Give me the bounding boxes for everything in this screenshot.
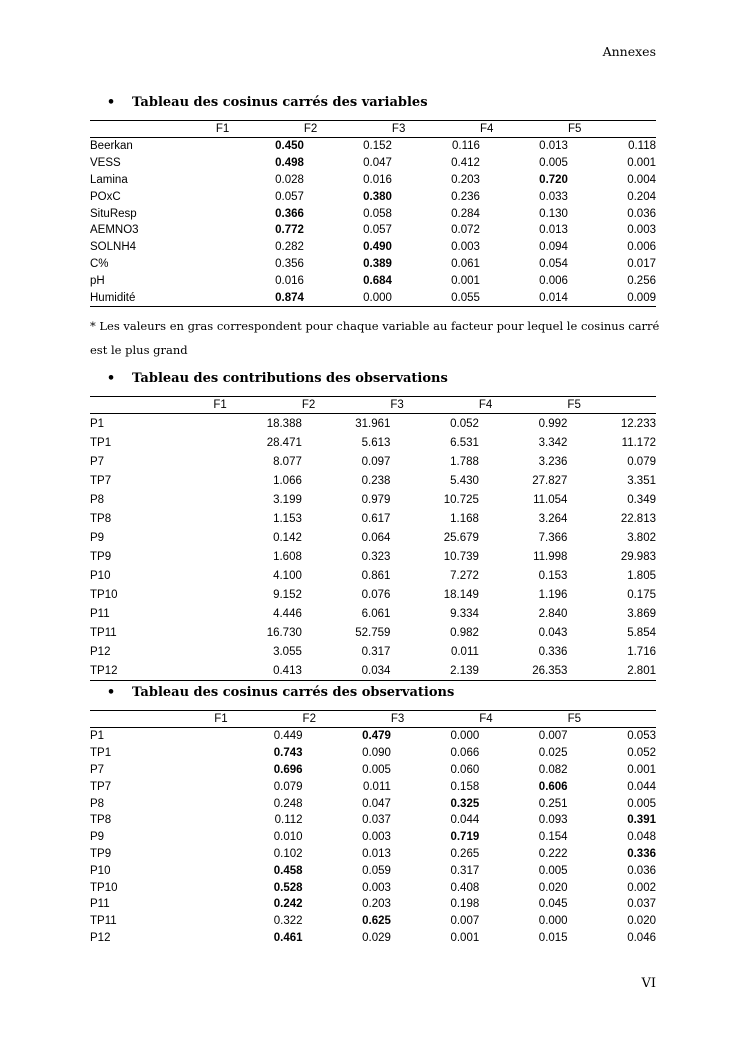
table-row — [90, 728, 656, 745]
table-row — [90, 155, 656, 172]
table-cell: 11.054 — [533, 493, 568, 506]
table-row — [90, 829, 656, 846]
row-label: TP11 — [90, 626, 117, 639]
table-cell: 11.172 — [621, 436, 656, 449]
table-cell: 0.047 — [363, 157, 392, 170]
table-cell: 0.046 — [627, 931, 656, 944]
row-label: P7 — [90, 763, 105, 776]
table-row — [90, 509, 656, 528]
row-label: TP11 — [90, 915, 117, 928]
row-label: P8 — [90, 797, 105, 810]
table-row — [90, 289, 656, 306]
table-cell: 7.272 — [450, 569, 479, 582]
table-cell: 0.248 — [273, 797, 303, 810]
table-cell: 0.082 — [538, 763, 568, 776]
table-variables-cos2 — [90, 120, 656, 307]
table-cell: 0.979 — [361, 493, 391, 506]
column-header-f4: F4 — [478, 399, 493, 411]
table-cell: 0.265 — [450, 847, 480, 860]
table-cell: 1.716 — [627, 645, 656, 658]
table3-title: Tableau des cosinus carrés des observations — [132, 684, 455, 700]
table-cell: 0.198 — [450, 898, 480, 911]
table-cell: 29.983 — [620, 550, 656, 563]
table-cell: 0.059 — [362, 864, 391, 877]
column-header-f2: F2 — [303, 123, 318, 135]
header-row — [90, 121, 656, 138]
table-cell: 0.498 — [275, 157, 304, 170]
section-variables-cos2 — [90, 93, 656, 307]
table-cell: 1.153 — [273, 512, 302, 525]
table-cell: 0.102 — [273, 847, 303, 860]
table-row — [90, 222, 656, 239]
table-cell: 0.175 — [627, 588, 656, 601]
row-label: P10 — [90, 569, 111, 582]
column-header-f3: F3 — [391, 123, 406, 135]
table-cell: 0.010 — [273, 831, 303, 844]
table-cell: 0.094 — [539, 241, 568, 254]
table-cell: 0.336 — [627, 847, 656, 860]
row-label: TP7 — [90, 780, 112, 793]
table-cell: 10.725 — [443, 493, 479, 506]
table-cell: 0.992 — [538, 417, 568, 430]
running-header: Annexes — [602, 44, 656, 59]
table-cell: 9.152 — [273, 588, 302, 601]
table-cell: 0.057 — [275, 190, 304, 203]
table-cell: 11.998 — [533, 550, 568, 563]
row-label: P8 — [90, 493, 105, 506]
table-cell: 31.961 — [355, 417, 391, 430]
header-row — [90, 711, 656, 728]
table-cell: 0.025 — [538, 747, 568, 760]
table-cell: 1.788 — [450, 455, 479, 468]
table-cell: 26.353 — [479, 661, 568, 681]
row-label: TP12 — [90, 661, 213, 681]
column-header-f1: F1 — [213, 399, 227, 411]
table-cell: 0.002 — [627, 881, 656, 894]
table-cell: 0.016 — [275, 274, 304, 287]
table-cell: 0.061 — [451, 257, 480, 270]
table-row — [90, 471, 656, 490]
table-cell: 0.034 — [302, 661, 391, 681]
table-cell: 0.617 — [361, 512, 391, 525]
table-cell: 0.006 — [539, 274, 568, 287]
row-label: P11 — [90, 607, 110, 620]
table-cell: 2.840 — [538, 607, 568, 620]
table-cell: 4.100 — [273, 569, 302, 582]
table-cell: 4.446 — [273, 607, 302, 620]
table-cell: 0.001 — [627, 763, 656, 776]
table-cell: 0.060 — [450, 763, 480, 776]
table-cell: 0.000 — [538, 915, 568, 928]
table-cell: 0.013 — [362, 847, 391, 860]
table-row — [90, 528, 656, 547]
table-row — [90, 490, 656, 509]
table-row — [90, 812, 656, 829]
table-cell: 0.349 — [627, 493, 656, 506]
table-cell: 0.011 — [362, 780, 391, 793]
table-cell: 0.606 — [538, 780, 568, 793]
table-cell: 0.142 — [273, 531, 302, 544]
row-label: TP1 — [90, 747, 112, 760]
table-cell: 3.342 — [538, 436, 568, 449]
table-cell: 0.013 — [539, 140, 568, 153]
row-label: POxC — [90, 190, 121, 203]
footnote: * Les valeurs en gras correspondent pour chaque variable au facteur pour lequel le cosinus carré est le plus grand — [90, 319, 660, 357]
table-cell: 0.158 — [450, 780, 480, 793]
table-cell: 0.037 — [362, 814, 391, 827]
table-cell: 0.323 — [361, 550, 391, 563]
table-row — [90, 585, 656, 604]
table-row — [90, 547, 656, 566]
row-label: P12 — [90, 931, 111, 944]
table2-title: Tableau des contributions des observations — [132, 370, 448, 386]
table-cell: 9.334 — [450, 607, 479, 620]
table-row — [90, 930, 656, 947]
table-cell: 0.005 — [627, 797, 656, 810]
table-cell: 5.854 — [627, 626, 656, 639]
table-cell: 5.430 — [450, 474, 479, 487]
table-cell: 0.015 — [538, 931, 568, 944]
table-cell: 0.007 — [450, 915, 480, 928]
row-label: SOLNH4 — [90, 241, 137, 254]
row-label: AEMNO3 — [90, 224, 139, 237]
table-cell: 0.011 — [450, 645, 479, 658]
table-cell: 0.236 — [451, 190, 480, 203]
table-row — [90, 433, 656, 452]
table-cell: 0.282 — [275, 241, 304, 254]
section-heading — [90, 683, 656, 701]
table-cell: 0.001 — [451, 274, 480, 287]
table-cell: 3.236 — [538, 455, 568, 468]
header-cell-empty — [90, 121, 216, 138]
table-cell: 0.036 — [627, 207, 656, 220]
table-cell: 0.389 — [363, 257, 392, 270]
table-cell: 0.005 — [539, 157, 568, 170]
table-cell: 16.730 — [266, 626, 302, 639]
table-cell: 0.256 — [627, 274, 656, 287]
section-observations-contrib — [90, 369, 656, 681]
table-cell: 0.003 — [451, 241, 480, 254]
table-cell: 0.490 — [363, 241, 392, 254]
row-label: TP9 — [90, 550, 112, 563]
table-cell: 18.149 — [443, 588, 479, 601]
table-row — [90, 879, 656, 896]
section-heading — [90, 369, 656, 387]
row-label: P12 — [90, 645, 111, 658]
column-header-f5: F5 — [567, 713, 581, 725]
table-row — [90, 913, 656, 930]
column-header-f2: F2 — [301, 399, 316, 411]
table-cell: 0.054 — [539, 257, 568, 270]
column-header-f2: F2 — [302, 713, 316, 725]
row-label: TP8 — [90, 512, 112, 525]
table-cell: 0.052 — [627, 747, 656, 760]
table-row — [90, 205, 656, 222]
table-cell: 0.097 — [361, 455, 391, 468]
section-heading — [90, 93, 656, 111]
table-cell: 0.007 — [538, 730, 568, 743]
table-row — [90, 896, 656, 913]
table-cell: 18.388 — [266, 417, 302, 430]
table-row — [90, 272, 656, 289]
table-row — [90, 256, 656, 273]
table-cell: 0.033 — [539, 190, 568, 203]
table-cell: 0.203 — [451, 173, 480, 186]
column-header-f5: F5 — [567, 123, 582, 135]
table-cell: 12.233 — [620, 417, 656, 430]
table-cell: 0.625 — [362, 915, 391, 928]
row-label: TP8 — [90, 814, 112, 827]
table-cell: 0.055 — [392, 289, 480, 306]
table-cell: 3.055 — [273, 645, 302, 658]
table-cell: 0.861 — [361, 569, 391, 582]
table-row — [90, 762, 656, 779]
row-label: TP10 — [90, 881, 118, 894]
table-cell: 0.772 — [275, 224, 304, 237]
table-cell: 0.013 — [539, 224, 568, 237]
table-cell: 0.009 — [568, 289, 656, 306]
table-cell: 0.238 — [361, 474, 391, 487]
table-cell: 0.154 — [538, 831, 568, 844]
table-cell: 0.005 — [538, 864, 568, 877]
table-cell: 1.608 — [273, 550, 302, 563]
table-cell: 0.058 — [363, 207, 392, 220]
row-label: SituResp — [90, 207, 137, 220]
table-cell: 0.317 — [361, 645, 391, 658]
row-label: TP7 — [90, 474, 112, 487]
table-cell: 0.720 — [539, 173, 568, 186]
table-cell: 0.003 — [362, 831, 391, 844]
table-cell: 6.531 — [450, 436, 479, 449]
row-label: C% — [90, 257, 109, 270]
table-cell: 0.118 — [628, 140, 656, 153]
table-cell: 0.317 — [450, 864, 480, 877]
table-cell: 0.204 — [627, 190, 656, 203]
header-cell-empty — [90, 711, 214, 728]
table-cell: 0.449 — [273, 730, 303, 743]
table-cell: 0.874 — [216, 289, 304, 306]
table-cell: 0.000 — [450, 730, 480, 743]
table-row — [90, 172, 656, 189]
table-cell: 0.152 — [363, 140, 392, 153]
table-cell: 5.613 — [361, 436, 391, 449]
table-cell: 0.029 — [362, 931, 391, 944]
table-row — [90, 566, 656, 585]
table-cell: 0.048 — [627, 831, 656, 844]
table-cell: 0.222 — [538, 847, 568, 860]
table-row — [90, 452, 656, 471]
table-cell: 0.043 — [538, 626, 568, 639]
table-cell: 0.479 — [362, 730, 391, 743]
column-header-f5: F5 — [567, 399, 581, 411]
table-cell: 22.813 — [620, 512, 656, 525]
table-cell: 1.066 — [273, 474, 302, 487]
row-label: P7 — [90, 455, 105, 468]
table-row — [90, 661, 656, 681]
row-label: pH — [90, 274, 105, 287]
table-cell: 0.408 — [450, 881, 480, 894]
table-cell: 0.020 — [538, 881, 568, 894]
table-cell: 0.076 — [361, 588, 391, 601]
table-cell: 0.036 — [627, 864, 656, 877]
table-cell: 0.004 — [627, 173, 656, 186]
table-cell: 0.066 — [450, 747, 480, 760]
table-cell: 0.696 — [273, 763, 303, 776]
table-observations-cos2 — [90, 710, 656, 946]
table-row — [90, 138, 656, 155]
table-cell: 7.366 — [538, 531, 568, 544]
table-cell: 6.061 — [361, 607, 391, 620]
table-cell: 10.739 — [443, 550, 479, 563]
table-cell: 0.380 — [363, 190, 392, 203]
table-row — [90, 604, 656, 623]
table-cell: 0.684 — [363, 274, 392, 287]
table-cell: 0.203 — [362, 898, 391, 911]
table-cell: 2.139 — [390, 661, 479, 681]
table-row — [90, 862, 656, 879]
table-cell: 27.827 — [532, 474, 568, 487]
table-row — [90, 188, 656, 205]
table-cell: 0.719 — [450, 831, 480, 844]
table-cell: 52.759 — [355, 626, 391, 639]
column-header-f4: F4 — [479, 123, 494, 135]
table-cell: 0.003 — [627, 224, 656, 237]
table1-title: Tableau des cosinus carrés des variables — [132, 94, 428, 110]
table-cell: 1.805 — [627, 569, 656, 582]
table-cell: 0.116 — [452, 140, 480, 153]
row-label: P1 — [90, 730, 105, 743]
table-cell: 0.016 — [363, 173, 392, 186]
table-row — [90, 623, 656, 642]
bullet-icon: • — [106, 370, 116, 386]
table-cell: 0.017 — [627, 257, 656, 270]
column-header-f3: F3 — [390, 399, 404, 411]
table-cell: 0.251 — [538, 797, 568, 810]
row-label: Beerkan — [90, 140, 133, 153]
table-cell: 0.284 — [451, 207, 480, 220]
column-header-f3: F3 — [390, 713, 405, 725]
table-cell: 0.053 — [627, 730, 656, 743]
row-label: Lamina — [90, 173, 128, 186]
table-cell: 0.005 — [362, 763, 391, 776]
table-cell: 0.093 — [538, 814, 568, 827]
table-cell: 0.044 — [627, 780, 656, 793]
table-cell: 3.199 — [273, 493, 302, 506]
table-cell: 1.168 — [450, 512, 479, 525]
table-row — [90, 846, 656, 863]
table-cell: 3.264 — [538, 512, 568, 525]
row-label: P10 — [90, 864, 111, 877]
table-cell: 0.112 — [274, 814, 303, 827]
table-cell: 0.000 — [304, 289, 392, 306]
row-label: TP1 — [90, 436, 112, 449]
table-cell: 0.014 — [480, 289, 568, 306]
table-cell: 0.090 — [362, 747, 391, 760]
table-cell: 25.679 — [443, 531, 479, 544]
bullet-icon: • — [106, 684, 116, 700]
page-number: VI — [641, 976, 656, 991]
column-header-f1: F1 — [214, 713, 228, 725]
table-cell: 0.322 — [273, 915, 303, 928]
table-cell: 0.450 — [275, 140, 304, 153]
table-cell: 0.057 — [363, 224, 392, 237]
table-cell: 0.743 — [273, 747, 303, 760]
bullet-icon: • — [106, 94, 116, 110]
table-row — [90, 795, 656, 812]
table-cell: 0.003 — [362, 881, 391, 894]
row-label: TP10 — [90, 588, 118, 601]
table-observations-contrib — [90, 396, 656, 681]
table-cell: 3.869 — [627, 607, 656, 620]
table-cell: 0.153 — [538, 569, 568, 582]
row-label: TP9 — [90, 847, 112, 860]
table-row — [90, 745, 656, 762]
table-row — [90, 642, 656, 661]
row-label: P9 — [90, 831, 105, 844]
table-cell: 0.006 — [627, 241, 656, 254]
row-label: P1 — [90, 417, 105, 430]
table-cell: 0.052 — [450, 417, 479, 430]
section-observations-cos2 — [90, 683, 656, 946]
table-cell: 0.001 — [450, 931, 480, 944]
table-cell: 28.471 — [266, 436, 302, 449]
table-cell: 0.242 — [273, 898, 303, 911]
table-cell: 0.412 — [451, 157, 480, 170]
table-cell: 0.391 — [627, 814, 656, 827]
table-cell: 0.356 — [275, 257, 304, 270]
table-row — [90, 778, 656, 795]
table-cell: 0.366 — [275, 207, 304, 220]
table-cell: 0.982 — [450, 626, 479, 639]
table-cell: 0.001 — [627, 157, 656, 170]
table-cell: 0.413 — [213, 661, 302, 681]
table-cell: 0.336 — [538, 645, 568, 658]
table-cell: 3.351 — [627, 474, 656, 487]
table-cell: 0.020 — [627, 915, 656, 928]
table-cell: 2.801 — [567, 661, 656, 681]
table-cell: 0.130 — [539, 207, 568, 220]
table-row — [90, 414, 656, 434]
table-cell: 0.064 — [361, 531, 391, 544]
row-label: VESS — [90, 157, 121, 170]
row-label: P9 — [90, 531, 105, 544]
table-cell: 0.325 — [450, 797, 480, 810]
table-cell: 0.461 — [273, 931, 303, 944]
table-cell: 0.072 — [451, 224, 480, 237]
table-row — [90, 239, 656, 256]
table-cell: 0.528 — [273, 881, 303, 894]
column-header-f4: F4 — [479, 713, 493, 725]
table-cell: 1.196 — [538, 588, 568, 601]
table-cell: 0.458 — [273, 864, 303, 877]
table-cell: 0.028 — [275, 173, 304, 186]
table-cell: 0.045 — [538, 898, 568, 911]
header-cell-empty — [90, 397, 213, 414]
table-cell: 0.079 — [627, 455, 656, 468]
table-cell: 0.047 — [362, 797, 391, 810]
table-cell: 0.079 — [273, 780, 303, 793]
table-cell: 0.037 — [627, 898, 656, 911]
table-cell: 0.044 — [450, 814, 480, 827]
row-label: P11 — [90, 898, 110, 911]
header-row — [90, 397, 656, 414]
column-header-f1: F1 — [215, 123, 230, 135]
table-cell: 8.077 — [273, 455, 302, 468]
row-label: Humidité — [90, 289, 216, 306]
table-cell: 3.802 — [627, 531, 656, 544]
